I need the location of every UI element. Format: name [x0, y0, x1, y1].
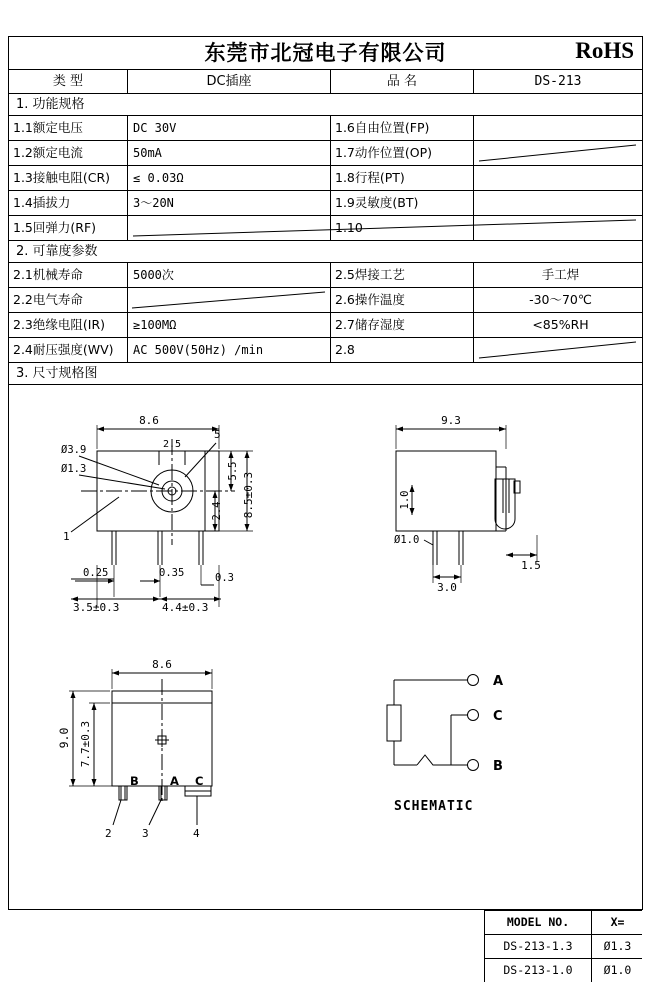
dim-front-8p6: 8.6 [152, 658, 172, 671]
name-label: 品 名 [330, 70, 473, 93]
x-value: Ø1.3 [591, 935, 643, 958]
spec-row [9, 141, 642, 166]
spec-row [9, 116, 642, 141]
schematic-title: SCHEMATIC [394, 799, 474, 814]
spec-value: 50mA [127, 141, 330, 165]
spec-value: 3～20N [127, 191, 330, 215]
schematic-terminal-c: C [493, 709, 503, 724]
technical-drawings [9, 385, 640, 982]
spec-key: 2.8 [330, 338, 473, 362]
model-no-header: MODEL NO. [506, 915, 570, 929]
pin-label-a: A [170, 774, 179, 788]
datasheet-frame [8, 36, 643, 977]
dim-dia-1p0: Ø1.0 [394, 534, 420, 546]
type-label: 类 型 [52, 74, 84, 89]
rohs-mark: RoHS [575, 38, 634, 63]
callout-4: 4 [193, 827, 200, 840]
model-table [484, 910, 642, 982]
spec-value: DC 30V [127, 116, 330, 140]
type-value: DC插座 [127, 70, 330, 93]
dim-1p0: 1.0 [399, 490, 411, 510]
model-no: DS-213-1.3 [503, 939, 573, 953]
spec-value [473, 191, 642, 215]
dim-9p0: 9.0 [57, 727, 71, 749]
spec-value: AC 500V(50Hz) /min [127, 338, 330, 362]
empty-cell-strike [127, 216, 642, 240]
model-no: DS-213-1.0 [503, 963, 573, 977]
model-table-row [485, 959, 642, 982]
model-table-row [485, 935, 642, 959]
spec-row [9, 288, 642, 313]
spec-key: 2.7储存湿度 [330, 313, 473, 337]
section-dimensions [9, 363, 642, 385]
spec-key: 2.1机械寿命 [13, 267, 83, 282]
spec-row [9, 216, 642, 241]
section-reliability [9, 241, 642, 263]
spec-value: 手工焊 [473, 263, 642, 287]
spec-value [473, 116, 642, 140]
dim-3p5: 3.5±0.3 [73, 601, 120, 614]
spec-value [473, 166, 642, 190]
section-functional [9, 94, 642, 116]
spec-row [9, 313, 642, 338]
name-value: DS-213 [473, 70, 642, 93]
dim-0p25: 0.25 [83, 567, 109, 579]
dim-1p5: 1.5 [521, 559, 541, 572]
callout-1: 1 [63, 530, 70, 543]
type-name-row [9, 70, 642, 94]
spec-row [9, 263, 642, 288]
dim-3p0: 3.0 [437, 581, 457, 594]
spec-key: 1.5回弹力(RF) [13, 220, 97, 235]
empty-cell-strike [127, 288, 330, 312]
schematic-terminal-b: B [493, 759, 503, 774]
dim-8p5: 8.5±0.3 [242, 471, 255, 519]
dim-7p7: 7.7±0.3 [79, 720, 92, 768]
model-table-header [485, 911, 642, 935]
dim-dia-1p3: Ø1.3 [61, 463, 87, 475]
dim-dia-3p9: Ø3.9 [61, 444, 87, 456]
dim-2p5: 2.5 [162, 439, 182, 450]
drawing-area [9, 385, 642, 982]
spec-row [9, 191, 642, 216]
spec-key: 2.2电气寿命 [13, 292, 83, 307]
spec-key: 1.1额定电压 [13, 120, 83, 135]
callout-3: 3 [142, 827, 149, 840]
spec-key: 1.7动作位置(OP) [330, 141, 473, 165]
callout-2: 2 [105, 827, 112, 840]
spec-key: 2.4耐压强度(WV) [13, 342, 114, 357]
section-dimensions-label: 3. 尺寸规格图 [16, 366, 98, 381]
spec-key: 2.6操作温度 [330, 288, 473, 312]
callout-5: 5 [214, 428, 221, 441]
spec-key: 1.9灵敏度(BT) [330, 191, 473, 215]
company-name: 东莞市北冠电子有限公司 [204, 41, 447, 65]
x-value-header: X= [591, 911, 643, 934]
dim-5p5: 5.5 [227, 461, 239, 481]
pin-label-c: C [195, 774, 204, 788]
empty-cell-strike [473, 141, 642, 165]
empty-cell-strike [473, 338, 642, 362]
spec-key: 1.8行程(PT) [330, 166, 473, 190]
spec-row [9, 166, 642, 191]
spec-value: ≤ 0.03Ω [127, 166, 330, 190]
schematic-terminal-a: A [493, 674, 504, 689]
dim-2p4: 2.4 [211, 501, 223, 521]
spec-value: <85%RH [473, 313, 642, 337]
pin-label-b: B [130, 774, 139, 788]
spec-key: 2.3绝缘电阻(IR) [13, 317, 106, 332]
spec-key: 1.4插拔力 [13, 195, 71, 210]
dim-0p3: 0.3 [215, 572, 234, 584]
section-functional-label: 1. 功能规格 [16, 97, 85, 112]
spec-value: 5000次 [127, 263, 330, 287]
spec-key: 1.2额定电流 [13, 145, 83, 160]
spec-key: 1.6自由位置(FP) [330, 116, 473, 140]
dim-0p35: 0.35 [159, 567, 185, 579]
x-value: Ø1.0 [591, 959, 643, 982]
spec-key: 1.10 [330, 216, 473, 240]
dim-9p3: 9.3 [441, 414, 461, 427]
spec-key: 1.3接触电阻(CR) [13, 170, 111, 185]
spec-row [9, 338, 642, 363]
dim-top-width: 8.6 [139, 414, 159, 427]
section-reliability-label: 2. 可靠度参数 [16, 244, 98, 259]
sheet-header [9, 37, 642, 70]
spec-value: ≥100MΩ [127, 313, 330, 337]
spec-value: -30～70℃ [473, 288, 642, 312]
spec-key: 2.5焊接工艺 [330, 263, 473, 287]
dim-4p4: 4.4±0.3 [162, 601, 209, 614]
